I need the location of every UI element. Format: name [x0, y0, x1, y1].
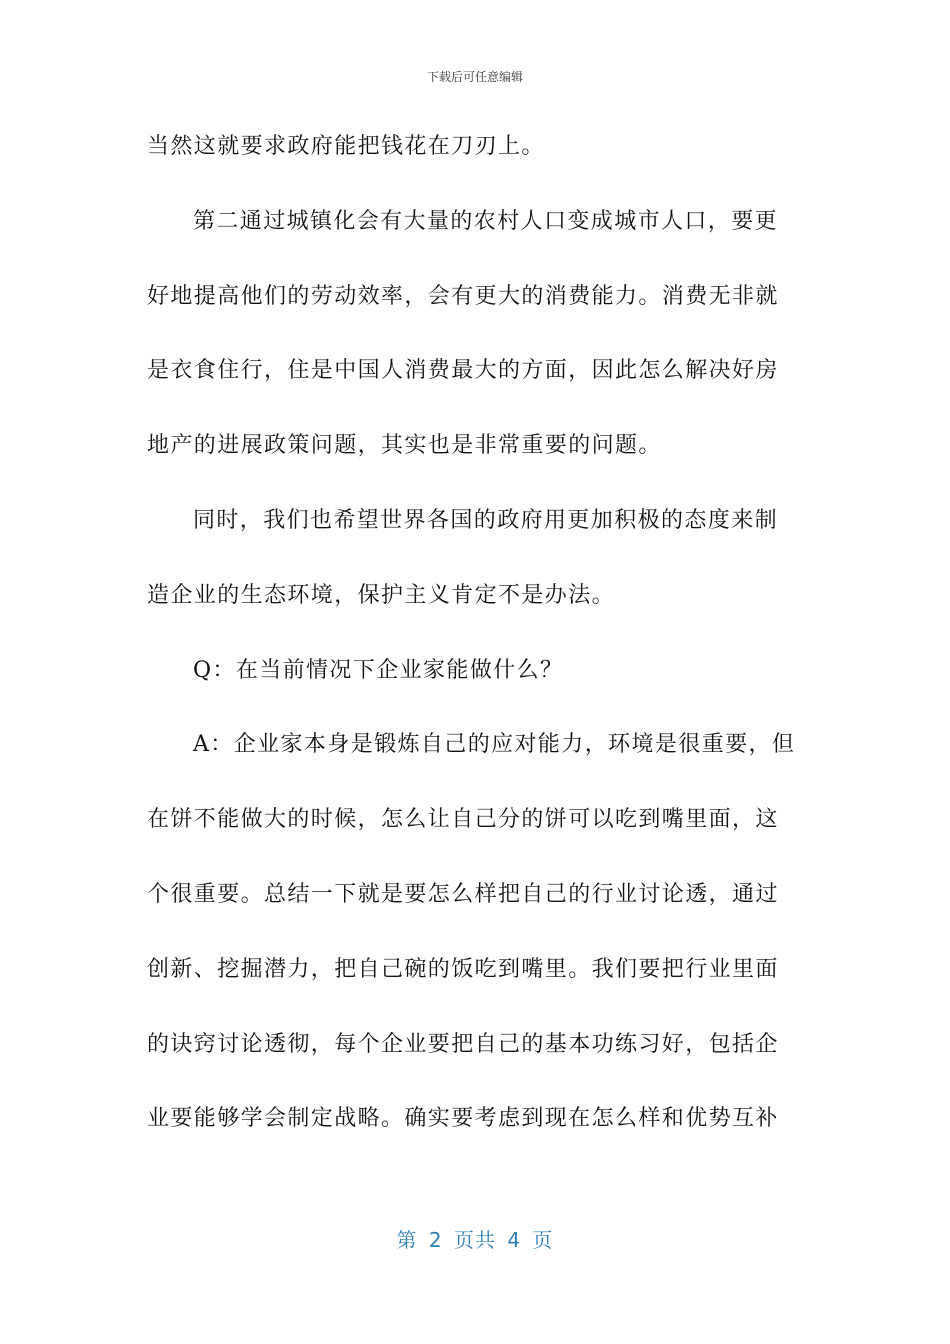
text-line: 的诀窍讨论透彻，每个企业要把自己的基本功练习好，包括企 [147, 1031, 779, 1057]
text-line: 第二通过城镇化会有大量的农村人口变成城市人口，要更 [193, 208, 779, 234]
text-line: 当然这就要求政府能把钱花在刀刃上。 [147, 134, 545, 159]
text-line: 造企业的生态环境，保护主义肯定不是办法。 [147, 582, 616, 608]
text-line: 个很重要。总结一下就是要怎么样把自己的行业讨论透，通过 [147, 881, 779, 907]
header-note: 下载后可任意编辑 [426, 70, 523, 84]
text-line: 是衣食住行，住是中国人消费最大的方面，因此怎么解决好房 [147, 358, 779, 384]
text-line: 同时，我们也希望世界各国的政府用更加积极的态度来制 [193, 507, 779, 533]
answer-line: A：企业家本身是锻炼自己的应对能力，环境是很重要，但 [193, 732, 796, 758]
question-line: Q：在当前情况下企业家能做什么？ [193, 657, 564, 683]
text-line: 创新、挖掘潜力，把自己碗的饭吃到嘴里。我们要把行业里面 [147, 956, 779, 982]
text-line: 在饼不能做大的时候，怎么让自己分的饼可以吃到嘴里面，这 [147, 807, 779, 833]
page-indicator: 第 2 页共 4 页 [396, 1228, 554, 1252]
text-line: 地产的进展政策问题，其实也是非常重要的问题。 [147, 433, 662, 459]
text-line: 业要能够学会制定战略。确实要考虑到现在怎么样和优势互补 [147, 1106, 779, 1132]
document-body [147, 125, 807, 1172]
text-line: 好地提高他们的劳动效率，会有更大的消费能力。消费无非就 [147, 283, 779, 309]
